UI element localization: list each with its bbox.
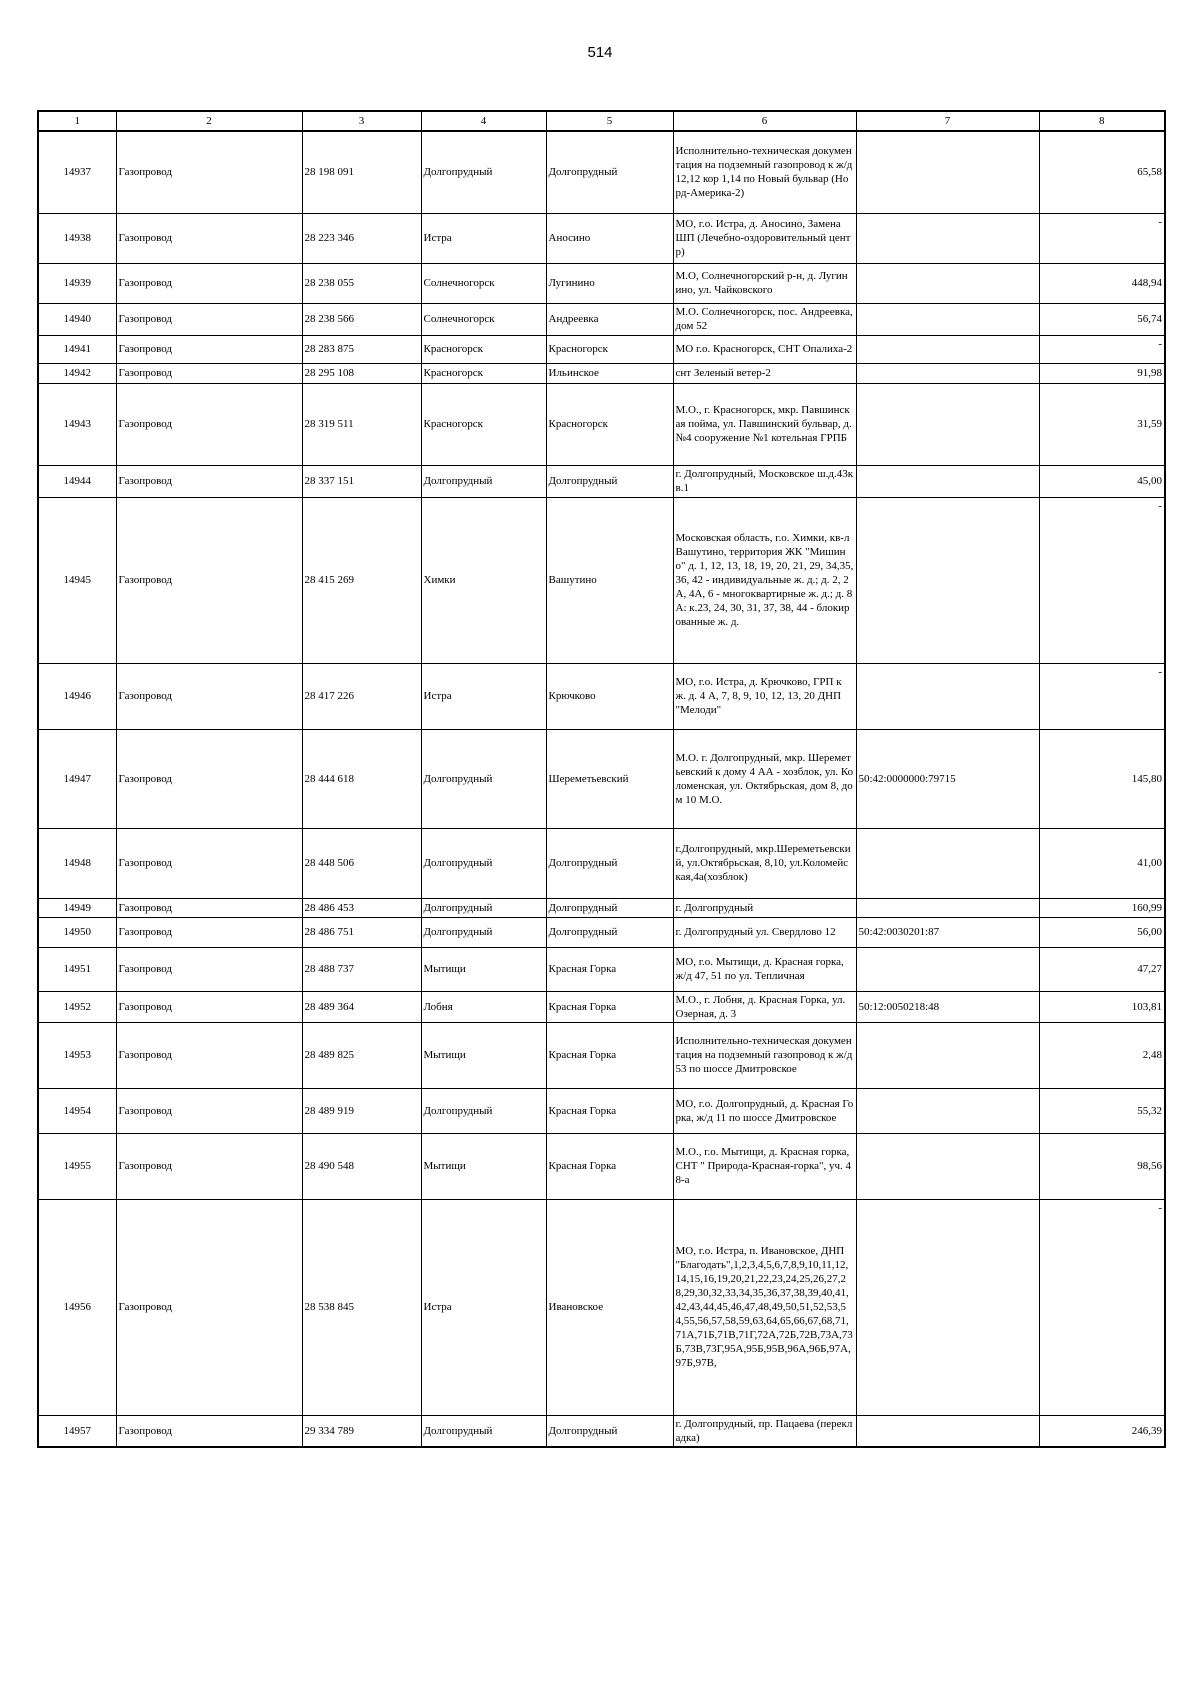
table-row [38, 1133, 1165, 1199]
locality: Ивановское [546, 1199, 673, 1415]
district: Долгопрудный [421, 131, 546, 213]
row-number: 14955 [38, 1133, 116, 1199]
length-value: - [1039, 335, 1165, 363]
locality: Андреевка [546, 303, 673, 335]
length-value: - [1039, 1199, 1165, 1415]
address: М.О. г. Долгопрудный, мкр. Шереметьевский к дому 4 АА - хозблок, ул. Коломенская, ул. Октябрьская, дом 8, дом 10 М.О. [673, 729, 856, 828]
district: Химки [421, 497, 546, 663]
address: МО, г.о. Мытищи, д. Красная горка, ж/д 47, 51 по ул. Тепличная [673, 947, 856, 991]
district: Солнечногорск [421, 303, 546, 335]
page-number: 514 [587, 44, 613, 61]
object-code: 28 417 226 [302, 663, 421, 729]
column-header: 2 [116, 111, 302, 131]
district: Долгопрудный [421, 729, 546, 828]
district: Долгопрудный [421, 465, 546, 497]
locality: Красная Горка [546, 947, 673, 991]
cadastral-number [856, 828, 1039, 898]
address: МО, г.о. Истра, д. Крючково, ГРП к ж. д. 4 А, 7, 8, 9, 10, 12, 13, 20 ДНП "Мелоди" [673, 663, 856, 729]
table-row [38, 1088, 1165, 1133]
row-number: 14951 [38, 947, 116, 991]
district: Мытищи [421, 947, 546, 991]
address: г. Долгопрудный, пр. Пацаева (перекладка) [673, 1415, 856, 1447]
length-value: 55,32 [1039, 1088, 1165, 1133]
row-number: 14943 [38, 383, 116, 465]
cadastral-number [856, 1133, 1039, 1199]
cadastral-number [856, 383, 1039, 465]
locality: Долгопрудный [546, 898, 673, 917]
row-number: 14937 [38, 131, 116, 213]
table-row [38, 1022, 1165, 1088]
address: МО, г.о. Долгопрудный, д. Красная Горка, ж/д 11 по шоссе Дмитровское [673, 1088, 856, 1133]
table-row [38, 213, 1165, 263]
district: Долгопрудный [421, 898, 546, 917]
locality: Аносино [546, 213, 673, 263]
district: Красногорск [421, 335, 546, 363]
district: Истра [421, 663, 546, 729]
object-type: Газопровод [116, 363, 302, 383]
locality: Ильинское [546, 363, 673, 383]
locality: Долгопрудный [546, 465, 673, 497]
table-row [38, 263, 1165, 303]
object-code: 28 238 055 [302, 263, 421, 303]
object-type: Газопровод [116, 1415, 302, 1447]
row-number: 14950 [38, 917, 116, 947]
table-row [38, 383, 1165, 465]
length-value: 56,00 [1039, 917, 1165, 947]
length-value: 98,56 [1039, 1133, 1165, 1199]
object-code: 28 283 875 [302, 335, 421, 363]
column-header: 5 [546, 111, 673, 131]
object-type: Газопровод [116, 213, 302, 263]
column-header: 6 [673, 111, 856, 131]
cadastral-number: 50:42:0030201:87 [856, 917, 1039, 947]
object-code: 28 198 091 [302, 131, 421, 213]
object-type: Газопровод [116, 465, 302, 497]
row-number: 14944 [38, 465, 116, 497]
address: МО, г.о. Истра, п. Ивановское, ДНП "Благодать",1,2,3,4,5,6,7,8,9,10,11,12,14,15,16,19,20,21,22,23,24,25,26,27,28,29,30,32,33,34,35,36,37,38,39,40,41,42,43,44,45,46,47,48,49,50,51,52,53,54,55,56,57,58,59,63,64,65,66,67,68,71,71А,71Б,71В,71Г,72А,72Б,72В,73А,73Б,73В,73Г,95А,95Б,95В,96А,96Б,97А,97Б,97В, [673, 1199, 856, 1415]
table-row [38, 917, 1165, 947]
address: М.О., г. Лобня, д. Красная Горка, ул. Озерная, д. 3 [673, 991, 856, 1022]
length-value: 47,27 [1039, 947, 1165, 991]
object-code: 28 444 618 [302, 729, 421, 828]
table-row [38, 828, 1165, 898]
locality: Красная Горка [546, 1022, 673, 1088]
object-type: Газопровод [116, 991, 302, 1022]
cadastral-number [856, 131, 1039, 213]
object-type: Газопровод [116, 898, 302, 917]
cadastral-number [856, 303, 1039, 335]
row-number: 14954 [38, 1088, 116, 1133]
object-code: 28 223 346 [302, 213, 421, 263]
object-code: 28 337 151 [302, 465, 421, 497]
district: Красногорск [421, 383, 546, 465]
locality: Лугинино [546, 263, 673, 303]
cadastral-number [856, 465, 1039, 497]
address: Московская область, г.о. Химки, кв-л Вашутино, территория ЖК "Мишино" д. 1, 12, 13, 18, 19, 20, 21, 29, 34,35, 36, 42 - индивидуальные ж. д.; д. 2, 2А, 4А, 6 - многоквартирные ж. д.; д. 8А: к.23, 24, 30, 31, 37, 38, 44 - блокированные ж. д. [673, 497, 856, 663]
cadastral-number [856, 335, 1039, 363]
district: Истра [421, 1199, 546, 1415]
district: Долгопрудный [421, 1415, 546, 1447]
object-type: Газопровод [116, 497, 302, 663]
address: г.Долгопрудный, мкр.Шереметьевский, ул.Октябрьская, 8,10, ул.Коломейская,4а(хозблок) [673, 828, 856, 898]
table-row [38, 898, 1165, 917]
row-number: 14952 [38, 991, 116, 1022]
length-value: 45,00 [1039, 465, 1165, 497]
cadastral-number [856, 363, 1039, 383]
row-number: 14940 [38, 303, 116, 335]
address: М.О., г.о. Мытищи, д. Красная горка, СНТ " Природа-Красная-горка", уч. 48-а [673, 1133, 856, 1199]
locality: Красногорск [546, 335, 673, 363]
object-type: Газопровод [116, 663, 302, 729]
row-number: 14947 [38, 729, 116, 828]
cadastral-number [856, 497, 1039, 663]
cadastral-number [856, 213, 1039, 263]
table-row [38, 131, 1165, 213]
object-code: 29 334 789 [302, 1415, 421, 1447]
object-type: Газопровод [116, 335, 302, 363]
cadastral-number [856, 1199, 1039, 1415]
address: М.О., г. Красногорск, мкр. Павшинская пойма, ул. Павшинский бульвар, д.№4 сооружение №1 котельная ГРПБ [673, 383, 856, 465]
object-type: Газопровод [116, 947, 302, 991]
address: МО г.о. Красногорск, СНТ Опалиха-2 [673, 335, 856, 363]
cadastral-number [856, 263, 1039, 303]
table-row [38, 663, 1165, 729]
object-code: 28 415 269 [302, 497, 421, 663]
row-number: 14938 [38, 213, 116, 263]
row-number: 14945 [38, 497, 116, 663]
row-number: 14949 [38, 898, 116, 917]
object-type: Газопровод [116, 1022, 302, 1088]
table-row [38, 947, 1165, 991]
object-code: 28 489 825 [302, 1022, 421, 1088]
object-code: 28 295 108 [302, 363, 421, 383]
length-value: - [1039, 663, 1165, 729]
length-value: 448,94 [1039, 263, 1165, 303]
cadastral-number: 50:42:0000000:79715 [856, 729, 1039, 828]
district: Солнечногорск [421, 263, 546, 303]
cadastral-number [856, 1088, 1039, 1133]
table-row [38, 991, 1165, 1022]
row-number: 14941 [38, 335, 116, 363]
object-type: Газопровод [116, 131, 302, 213]
row-number: 14946 [38, 663, 116, 729]
table-row [38, 1199, 1165, 1415]
column-header: 4 [421, 111, 546, 131]
district: Мытищи [421, 1133, 546, 1199]
object-code: 28 238 566 [302, 303, 421, 335]
locality: Долгопрудный [546, 131, 673, 213]
object-type: Газопровод [116, 729, 302, 828]
table-row [38, 497, 1165, 663]
cadastral-number: 50:12:0050218:48 [856, 991, 1039, 1022]
table-row [38, 1415, 1165, 1447]
district: Мытищи [421, 1022, 546, 1088]
district: Долгопрудный [421, 828, 546, 898]
object-code: 28 488 737 [302, 947, 421, 991]
length-value: 160,99 [1039, 898, 1165, 917]
object-type: Газопровод [116, 383, 302, 465]
table-row [38, 363, 1165, 383]
object-code: 28 490 548 [302, 1133, 421, 1199]
address: г. Долгопрудный [673, 898, 856, 917]
locality: Красная Горка [546, 1088, 673, 1133]
table-row [38, 465, 1165, 497]
district: Долгопрудный [421, 1088, 546, 1133]
header-row [38, 111, 1165, 131]
locality: Долгопрудный [546, 828, 673, 898]
object-code: 28 448 506 [302, 828, 421, 898]
object-type: Газопровод [116, 303, 302, 335]
address: Исполнительно-техническая документация на подземный газопровод к ж/д 53 по шоссе Дмитровское [673, 1022, 856, 1088]
length-value: 2,48 [1039, 1022, 1165, 1088]
object-type: Газопровод [116, 263, 302, 303]
locality: Красная Горка [546, 1133, 673, 1199]
object-code: 28 319 511 [302, 383, 421, 465]
address: снт Зеленый ветер-2 [673, 363, 856, 383]
length-value: 145,80 [1039, 729, 1165, 828]
length-value: 31,59 [1039, 383, 1165, 465]
length-value: - [1039, 213, 1165, 263]
object-code: 28 538 845 [302, 1199, 421, 1415]
table-row [38, 335, 1165, 363]
object-code: 28 489 919 [302, 1088, 421, 1133]
locality: Шереметьевский [546, 729, 673, 828]
length-value: 65,58 [1039, 131, 1165, 213]
cadastral-number [856, 898, 1039, 917]
row-number: 14957 [38, 1415, 116, 1447]
column-header: 3 [302, 111, 421, 131]
district: Красногорск [421, 363, 546, 383]
district: Долгопрудный [421, 917, 546, 947]
row-number: 14939 [38, 263, 116, 303]
object-code: 28 486 453 [302, 898, 421, 917]
registry-body [38, 131, 1165, 1447]
district: Лобня [421, 991, 546, 1022]
cadastral-number [856, 663, 1039, 729]
cadastral-number [856, 947, 1039, 991]
table-row [38, 729, 1165, 828]
object-type: Газопровод [116, 828, 302, 898]
cadastral-number [856, 1415, 1039, 1447]
column-header: 8 [1039, 111, 1165, 131]
row-number: 14953 [38, 1022, 116, 1088]
address: М.О, Солнечногорский р-н, д. Лугинино, ул. Чайковского [673, 263, 856, 303]
object-code: 28 489 364 [302, 991, 421, 1022]
address: г. Долгопрудный, Московское ш.д.43кв.1 [673, 465, 856, 497]
locality: Красная Горка [546, 991, 673, 1022]
locality: Красногорск [546, 383, 673, 465]
column-header: 1 [38, 111, 116, 131]
column-header: 7 [856, 111, 1039, 131]
length-value: 103,81 [1039, 991, 1165, 1022]
cadastral-number [856, 1022, 1039, 1088]
row-number: 14956 [38, 1199, 116, 1415]
locality: Крючково [546, 663, 673, 729]
locality: Долгопрудный [546, 1415, 673, 1447]
length-value: 246,39 [1039, 1415, 1165, 1447]
object-code: 28 486 751 [302, 917, 421, 947]
locality: Вашутино [546, 497, 673, 663]
object-type: Газопровод [116, 917, 302, 947]
length-value: 91,98 [1039, 363, 1165, 383]
locality: Долгопрудный [546, 917, 673, 947]
address: М.О. Солнечногорск, пос. Андреевка, дом 52 [673, 303, 856, 335]
address: МО, г.о. Истра, д. Аносино, Замена ШП (Лечебно-оздоровительный центр) [673, 213, 856, 263]
object-type: Газопровод [116, 1199, 302, 1415]
row-number: 14942 [38, 363, 116, 383]
length-value: - [1039, 497, 1165, 663]
row-number: 14948 [38, 828, 116, 898]
object-type: Газопровод [116, 1133, 302, 1199]
length-value: 56,74 [1039, 303, 1165, 335]
object-type: Газопровод [116, 1088, 302, 1133]
length-value: 41,00 [1039, 828, 1165, 898]
table-row [38, 303, 1165, 335]
registry-table [37, 110, 1166, 1448]
district: Истра [421, 213, 546, 263]
address: г. Долгопрудный ул. Свердлово 12 [673, 917, 856, 947]
address: Исполнительно-техническая документация на подземный газопровод к ж/д 12,12 кор 1,14 по Новый бульвар (Норд-Америка-2) [673, 131, 856, 213]
